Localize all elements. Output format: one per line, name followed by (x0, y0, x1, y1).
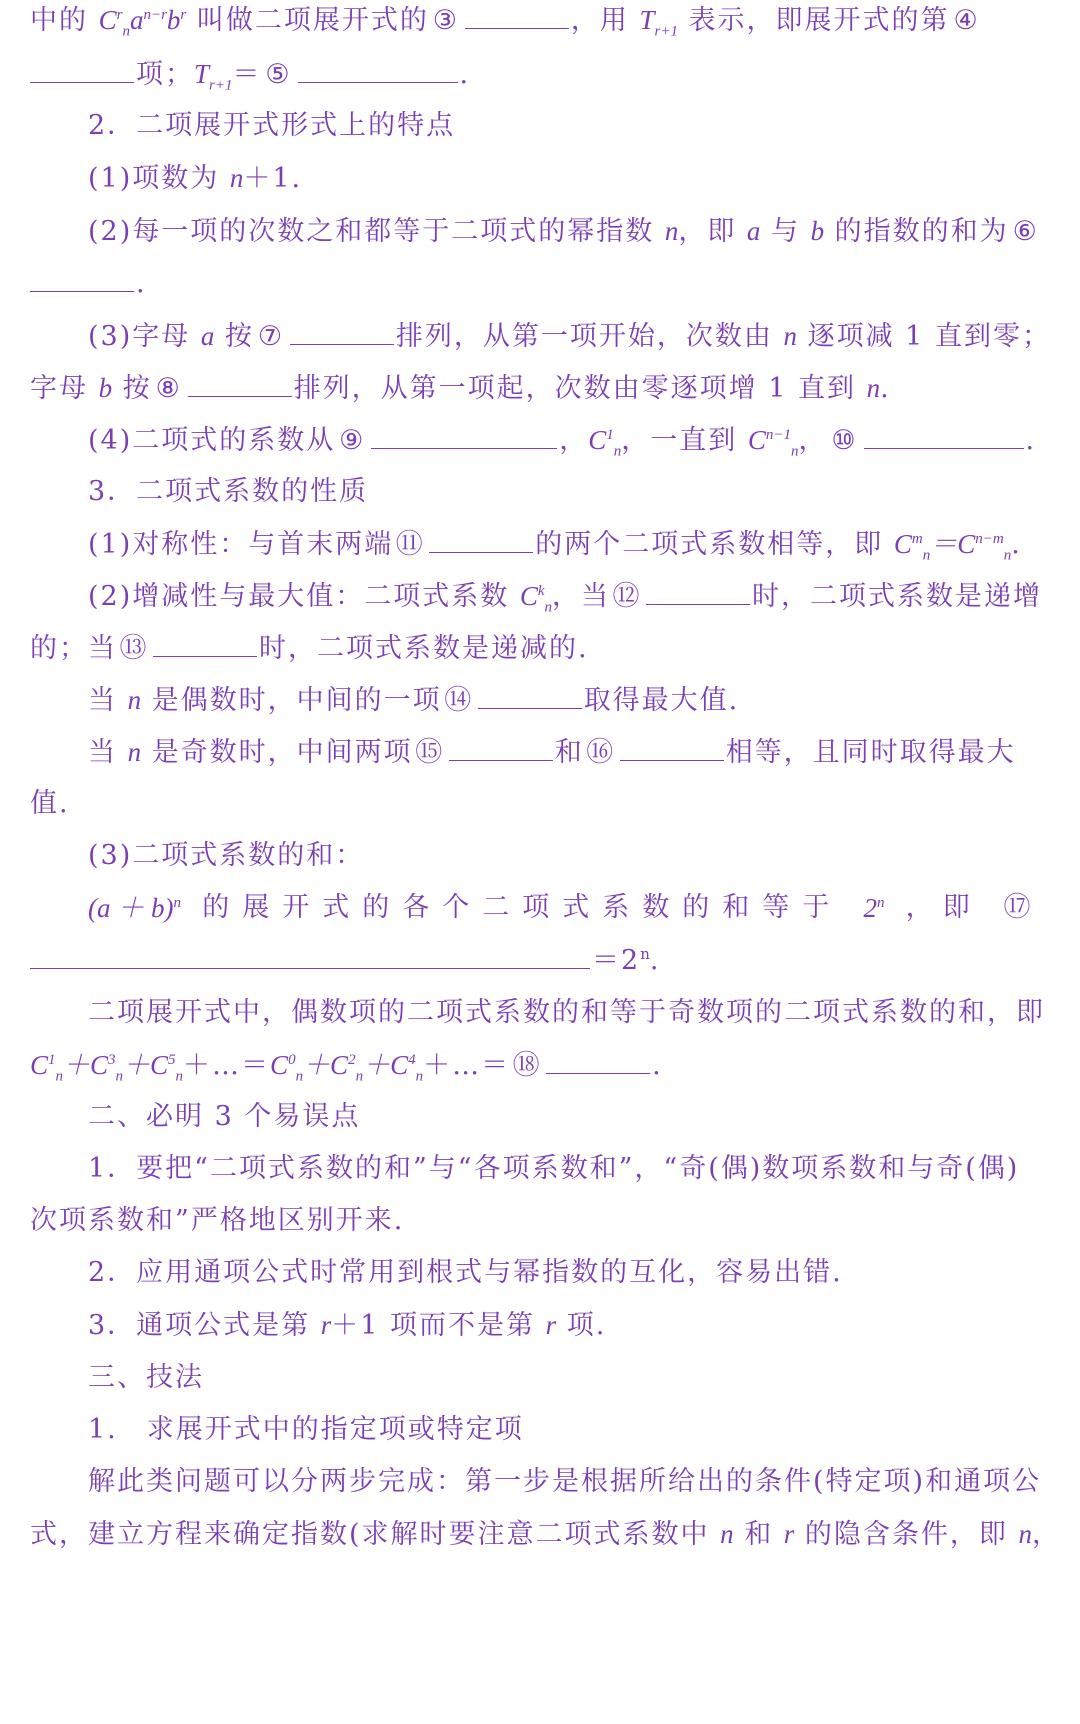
text-line-28: 1. 求展开式中的指定项或特定项 (88, 1414, 524, 1445)
answer-blank-9[interactable] (371, 420, 557, 449)
text: (3)字母 (88, 321, 201, 352)
text: 排列，从第一项开始，次数由 (395, 321, 784, 352)
text-line-16: 值. (30, 788, 70, 819)
text: 按 (112, 373, 152, 404)
blank-number-10: ⑩ (831, 425, 858, 456)
math-var: n (127, 685, 142, 715)
text-line-4 (0, 158, 1080, 199)
math-var: n (640, 945, 650, 963)
math-var: n (866, 373, 881, 403)
text: . (1025, 425, 1037, 456)
math-var: n (720, 1519, 734, 1549)
text: . (459, 59, 471, 90)
section-heading-errors: 二、必明 3 个易误点 (88, 1101, 361, 1132)
text: 时，二项式系数是递减的. (259, 633, 589, 664)
text: (1)对称性：与首末两端 (88, 529, 394, 560)
text-line-7 (0, 316, 1080, 357)
blank-number-11: ⑪ (395, 529, 425, 560)
answer-blank-16[interactable] (620, 732, 724, 761)
text-line-26 (0, 1305, 1080, 1346)
math-var: n (1018, 1519, 1032, 1549)
text: 按 (214, 321, 254, 352)
text-line-30 (0, 1514, 1080, 1555)
text: (4)二项式的系数从 (88, 425, 336, 456)
text: . (649, 945, 661, 976)
text-line-5 (0, 211, 1080, 252)
text-line-15 (0, 732, 1080, 773)
answer-blank-8[interactable] (188, 368, 292, 397)
math-var: n (783, 321, 798, 351)
text: 是奇数时，中间两项 (141, 737, 413, 768)
blank-number-6: ⑥ (1012, 216, 1039, 247)
text-line-19 (0, 940, 1080, 981)
text: (1)项数为 (88, 163, 230, 194)
math-var: r (320, 1310, 332, 1340)
text: ， (798, 425, 828, 456)
text: 叫做二项展开式的 (186, 5, 429, 36)
blank-number-4: ④ (953, 5, 980, 36)
text: ，用 (570, 5, 640, 36)
text-line-17: (3)二项式系数的和： (88, 840, 365, 871)
text: 的；当 (30, 633, 117, 664)
math-2-pow-n: 2$^n$ (863, 893, 885, 923)
answer-blank-12[interactable] (646, 576, 750, 605)
text: 当 (88, 737, 128, 768)
answer-blank-15[interactable] (449, 732, 553, 761)
text-line-29: 解此类问题可以分两步完成：第一步是根据所给出的条件(特定项)和通项公 (88, 1466, 1042, 1497)
text: 逐项减 1 直到零； (797, 321, 1051, 352)
math-var: a (200, 321, 215, 351)
section-heading-3: 3．二项式系数的性质 (88, 476, 369, 507)
answer-blank-5[interactable] (298, 54, 458, 83)
math-var: r (783, 1519, 795, 1549)
text: 是偶数时，中间的一项 (141, 685, 442, 716)
answer-blank-13[interactable] (153, 628, 257, 657)
blank-number-3: ③ (432, 5, 459, 36)
text: 和 (733, 1519, 784, 1550)
text: 的指数的和为 (824, 216, 1009, 247)
text-line-1 (0, 0, 1080, 41)
text: 式，建立方程来确定指数(求解时要注意二项式系数中 (30, 1519, 721, 1550)
math-var: a (746, 216, 761, 246)
text: ＝ (232, 59, 262, 90)
section-heading-techniques: 三、技法 (88, 1362, 204, 1393)
blank-number-12: ⑫ (612, 581, 642, 612)
math-t-r-plus-1: $T_{r+1}$ (194, 59, 233, 94)
text: . (652, 1050, 663, 1081)
text: ＋…＝ (183, 1050, 271, 1081)
text: . (880, 373, 891, 404)
text-line-9 (0, 420, 1080, 461)
text-line-8 (0, 368, 1080, 409)
answer-blank-17[interactable] (30, 940, 590, 969)
text: 取得最大值. (583, 685, 740, 716)
text-line-20: 二项展开式中，偶数项的二项式系数的和等于奇数项的二项式系数的和，即 (88, 997, 1045, 1028)
text-line-12 (0, 576, 1080, 617)
text: 表示，即展开式的第 (677, 5, 950, 36)
text-line-6 (0, 263, 1080, 304)
text-line-18 (0, 888, 1080, 929)
math-even-coefficients: $C^0_n+C^2_n+C^4_n$ (270, 1050, 424, 1085)
math-var: b (810, 216, 825, 246)
text: ，即 (905, 892, 980, 923)
text-line-13 (0, 628, 1080, 669)
blank-number-13: ⑬ (119, 633, 149, 664)
blank-number-16: ⑯ (586, 737, 616, 768)
math-var: b (98, 373, 113, 403)
text: ＝2 (592, 945, 641, 976)
blank-number-14: ⑭ (444, 685, 474, 716)
text-line-24: 次项系数和”严格地区别开来. (30, 1205, 405, 1236)
math-odd-coefficients: $C^1_n+C^3_n+C^5_n$ (30, 1050, 184, 1085)
math-binomial-power: $(a + b)^n$ (88, 893, 181, 923)
math-t-r-plus-1: $T_{r+1}$ (639, 5, 678, 40)
text: 当 (88, 685, 128, 716)
section-heading-2: 2．二项展开式形式上的特点 (88, 110, 456, 141)
answer-blank-3[interactable] (465, 0, 569, 29)
text: ＋…＝ (423, 1050, 511, 1081)
blank-number-5: ⑤ (265, 59, 292, 90)
text: ＋1 项而不是第 (331, 1310, 546, 1341)
text: 中的 (30, 5, 99, 36)
blank-number-8: ⑧ (155, 373, 182, 404)
text: ， (1031, 1519, 1061, 1550)
math-var: n (127, 737, 142, 767)
text: (2)增减性与最大值：二项式系数 (88, 581, 520, 612)
math-symmetry: $C^m_n=C^{n-m}_n$ (893, 529, 1012, 564)
text-line-25: 2．应用通项公式时常用到根式与幂指数的互化，容易出错. (88, 1257, 843, 1288)
text-line-21 (0, 1045, 1080, 1086)
text-line-2 (0, 54, 1080, 95)
text: ， (559, 425, 589, 456)
math-general-term: $C^r_na^{n-r}b^r$ (98, 5, 187, 40)
text: 字母 (30, 373, 99, 404)
text: 项. (556, 1310, 607, 1341)
text: 和 (554, 737, 584, 768)
text: 3．通项公式是第 (88, 1310, 321, 1341)
text: 项； (136, 59, 194, 90)
text: 时，二项式系数是递增 (752, 581, 1043, 612)
math-var: n (229, 163, 244, 193)
text: (2)每一项的次数之和都等于二项式的幂指数 (88, 216, 665, 247)
text: 的两个二项式系数相等，即 (535, 529, 894, 560)
text: 的展开式的各个二项式系数的和等于 (202, 892, 843, 923)
blank-number-18: ⑱ (512, 1050, 542, 1081)
text: ，一直到 (621, 425, 748, 456)
text-line-11 (0, 524, 1080, 565)
text: ＋1. (243, 163, 303, 194)
blank-number-9: ⑨ (339, 425, 366, 456)
math-c-n-1: $C^1_n$ (588, 425, 622, 460)
text: ，即 (678, 216, 747, 247)
answer-blank-7[interactable] (290, 316, 394, 345)
math-var: r (545, 1310, 557, 1340)
math-c-n-n-minus-1: $C^{n-1}_n$ (747, 425, 799, 460)
text: 排列，从第一项起，次数由零逐项增 1 直到 (293, 373, 867, 404)
text: 的隐含条件，即 (794, 1519, 1019, 1550)
math-var: n (664, 216, 679, 246)
answer-blank-11[interactable] (429, 524, 533, 553)
text-line-23: 1．要把“二项式系数的和”与“各项系数和”，“奇(偶)数项系数和与奇(偶) (88, 1153, 1020, 1184)
blank-number-7: ⑦ (257, 321, 285, 352)
text: . (1011, 529, 1022, 560)
answer-blank-6[interactable] (30, 263, 134, 292)
blank-number-15: ⑮ (415, 737, 445, 768)
math-c-n-k: $C^k_n$ (519, 581, 553, 616)
text: . (136, 268, 147, 299)
answer-blank-18[interactable] (546, 1045, 650, 1074)
text: 相等，且同时取得最大 (725, 737, 1016, 768)
text: 与 (760, 216, 811, 247)
blank-number-17: ⑰ (1003, 892, 1033, 923)
answer-blank-10[interactable] (864, 420, 1024, 449)
answer-blank-14[interactable] (478, 680, 582, 709)
text: ，当 (552, 581, 611, 612)
answer-blank-4[interactable] (30, 54, 134, 83)
text-line-14 (0, 680, 1080, 721)
